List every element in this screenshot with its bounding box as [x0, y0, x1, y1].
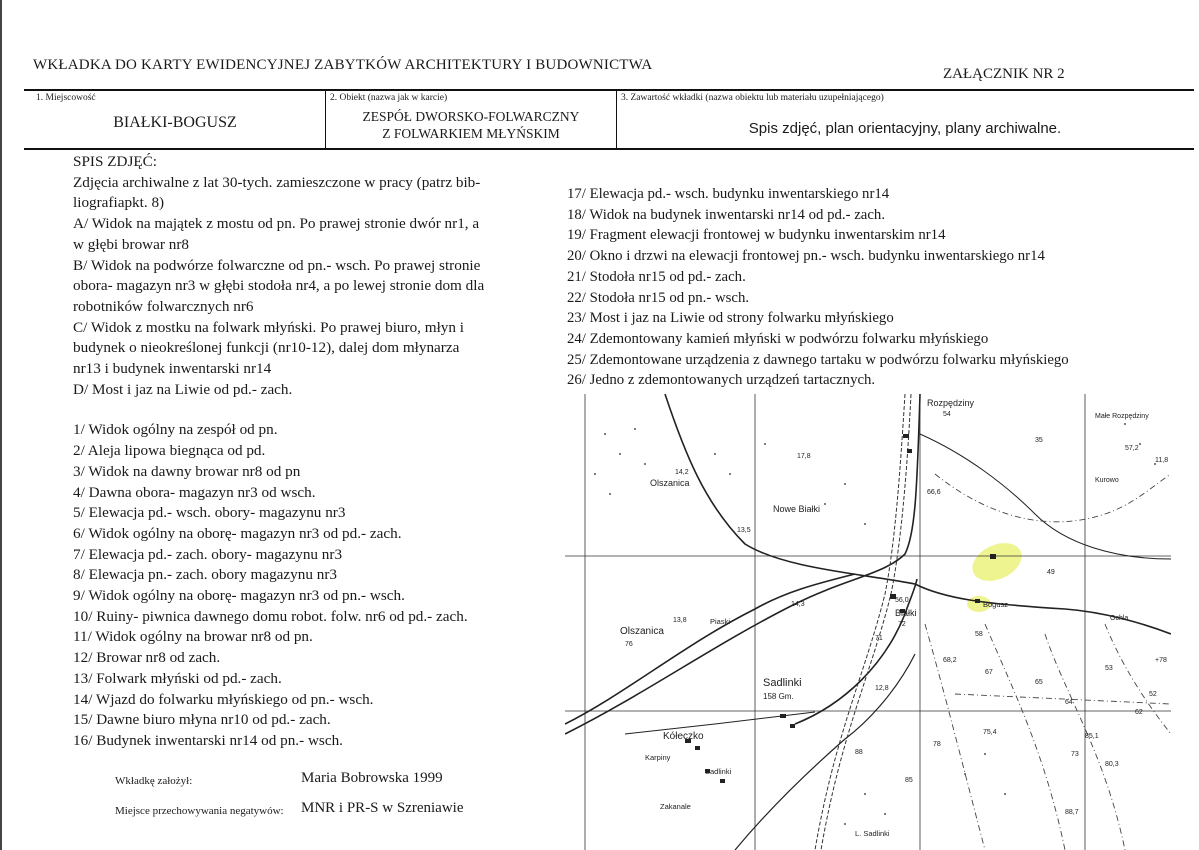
photo-item: 4/ Dawna obora- magazyn nr3 od wsch.	[73, 483, 316, 501]
photo-item: 22/ Stodoła nr15 od pn.- wsch.	[567, 289, 750, 306]
photo-item: 15/ Dawne biuro młyna nr10 od pd.- zach.	[73, 711, 331, 729]
left-column	[73, 152, 563, 752]
photo-item: 24/ Zdemontowany kamień młyński w podwórzu folwarku młyńskiego	[567, 330, 989, 347]
spot-height: 85	[905, 777, 913, 784]
map-boundaries	[925, 474, 1171, 850]
map-label-ochla: Ochla	[1110, 615, 1129, 622]
map-label-l-sadlinki: L. Sadlinki	[855, 829, 890, 838]
photo-item: 17/ Elewacja pd.- wsch. budynku inwentarskiego nr14	[567, 186, 890, 202]
spot-height: 72	[898, 621, 906, 628]
spot-height: 13,5	[737, 527, 751, 534]
spot-height: 88,7	[1065, 809, 1079, 816]
map-label-kurowo: Kurowo	[1095, 477, 1119, 484]
object-value	[326, 108, 616, 142]
map-buildings	[685, 434, 996, 783]
locality-label: 1. Miejscowość	[36, 93, 96, 103]
header-top-rule	[24, 89, 1194, 91]
intro-line: w głębi browar nr8	[73, 235, 189, 253]
photo-item: 13/ Folwark młyński od pd.- zach.	[73, 669, 282, 687]
storage-label: Miejsce przechowywania negatywów:	[115, 805, 284, 817]
photo-item: 3/ Widok na dawny browar nr8 od pn	[73, 462, 301, 480]
map-roads	[565, 394, 1171, 850]
locality-value: BIAŁKI-BOGUSZ	[113, 114, 237, 131]
spot-height: 85,1	[1085, 733, 1099, 740]
field-divider-2	[616, 90, 617, 148]
content-value: Spis zdjęć, plan orientacyjny, plany archiwalne.	[748, 120, 1062, 137]
map-label-rozpedziny: Rozpędziny	[927, 398, 975, 408]
intro-line: nr13 i budynek inwentarski nr14	[73, 360, 272, 378]
form-title: WKŁADKA DO KARTY EWIDENCYJNEJ ZABYTKÓW ARCHITEKTURY I BUDOWNICTWA	[33, 57, 653, 73]
author-value: Maria Bobrowska 1999	[301, 770, 443, 786]
map-label-male-rozpedziny: Małe Rozpędziny	[1095, 413, 1149, 420]
photo-item: 7/ Elewacja pd.- zach. obory- magazynu nr3	[73, 545, 343, 563]
photo-item: 8/ Elewacja pn.- zach. obory magazynu nr3	[73, 566, 337, 584]
spot-height: 68,2	[943, 657, 957, 664]
spot-height: 56,0	[895, 597, 909, 604]
photo-list-heading: SPIS ZDJĘĆ:	[73, 153, 157, 170]
spot-height: 35	[1035, 437, 1043, 444]
photo-item: 23/ Most i jaz na Liwie od strony folwarku młyńskiego	[567, 310, 894, 327]
photo-item: 6/ Widok ogólny na oborę- magazyn nr3 od pd.- zach.	[73, 524, 402, 542]
spot-height: 80,3	[1105, 761, 1119, 768]
intro-line: budynek o nieokreślonej funkcji (nr10-12), dalej dom młynarza	[73, 339, 460, 357]
object-value-line2: Z FOLWARKIEM MŁYŃSKIM	[382, 126, 560, 141]
spot-height: 17,8	[797, 453, 811, 460]
highlight-mill-farm	[966, 536, 1027, 589]
spot-height: 14,3	[791, 601, 805, 608]
spot-height: 12,8	[875, 685, 889, 692]
photo-item: 18/ Widok na budynek inwentarski nr14 od pd.- zach.	[567, 206, 886, 223]
spacer	[73, 400, 563, 420]
storage-value: MNR i PR-S w Szreniawie	[301, 800, 464, 816]
photo-item: 25/ Zdemontowane urządzenia z dawnego tartaku w podwórzu folwarku młyńskiego	[567, 351, 1069, 368]
spot-height: 57,2	[1125, 445, 1139, 452]
map-label-gm: 158 Gm.	[763, 692, 794, 701]
intro-line: robotników folwarcznych nr6	[73, 297, 254, 315]
spot-height: 64	[1065, 699, 1073, 706]
map-label-karpiny: Karpiny	[645, 753, 671, 762]
map-label-piaski: Piaski	[710, 617, 731, 626]
spot-height: 58	[975, 631, 983, 638]
photo-item: 2/ Aleja lipowa biegnąca od pd.	[73, 442, 266, 460]
object-value-line1: ZESPÓŁ DWORSKO-FOLWARCZNY	[362, 109, 580, 124]
photo-item: 14/ Wjazd do folwarku młyńskiego od pn.- wsch.	[73, 690, 374, 708]
intro-line: B/ Widok na podwórze folwarczne od pn.- wsch. Po prawej stronie	[73, 256, 481, 274]
photo-item: 16/ Budynek inwentarski nr14 od pn.- wsch.	[73, 731, 343, 749]
photo-item: 19/ Fragment elewacji frontowej w budynku inwentarskim nr14	[567, 227, 946, 244]
map-label-sadlinki: Sadlinki	[763, 677, 802, 689]
spot-height: 52	[1149, 691, 1157, 698]
spot-height: 75,4	[983, 729, 997, 736]
map-grid	[565, 394, 1171, 850]
map-label-sadlinki-small: Sadlinki	[705, 767, 732, 776]
spot-height: 71	[875, 635, 883, 642]
photo-item: 5/ Elewacja pd.- wsch. obory- magazynu nr3	[73, 504, 346, 522]
author-label: Wkładkę założył:	[115, 775, 193, 787]
spot-height: 11,8	[1155, 457, 1169, 464]
spot-height: 78	[933, 741, 941, 748]
spot-height: 67	[985, 669, 993, 676]
map-river	[815, 394, 911, 850]
photo-item: 9/ Widok ogólny na oborę- magazyn nr3 od pn.- wsch.	[73, 587, 405, 605]
map-label-zakanale: Zakanale	[660, 802, 691, 811]
spot-height: 76	[625, 641, 633, 648]
content-label: 3. Zawartość wkładki (nazwa obiektu lub materiału uzupełniającego)	[621, 93, 884, 103]
spot-height: 66,6	[927, 489, 941, 496]
map-label-bialki: Białki	[895, 608, 917, 618]
spot-height: 53	[1105, 665, 1113, 672]
photo-item: 1/ Widok ogólny na zespół od pn.	[73, 421, 278, 439]
photo-item: 11/ Widok ogólny na browar nr8 od pn.	[73, 628, 313, 646]
intro-line: obora- magazyn nr3 w głębi stodoła nr4, a po lewej stronie dom dla	[73, 277, 485, 295]
intro-line: liografiapkt. 8)	[73, 194, 165, 212]
photo-item: 10/ Ruiny- piwnica dawnego domu robot. folw. nr6 od pd.- zach.	[73, 607, 468, 625]
spot-height: 14,2	[675, 469, 689, 476]
right-column	[567, 184, 1187, 391]
map-label-olszanica-top: Olszanica	[650, 478, 690, 488]
spot-height: 73	[1071, 751, 1079, 758]
map-label-bogusz: Bogusz	[983, 600, 1009, 609]
photo-item: 12/ Browar nr8 od zach.	[73, 649, 221, 667]
intro-line: C/ Widok z mostku na folwark młyński. Po prawej biuro, młyn i	[73, 318, 464, 336]
orientation-map	[565, 394, 1171, 850]
photo-item: 20/ Okno i drzwi na elewacji frontowej pn.- wsch. budynku inwentarskiego nr14	[567, 248, 1045, 265]
photo-item: 21/ Stodoła nr15 od pd.- zach.	[567, 268, 746, 285]
map-label-olszanica: Olszanica	[620, 626, 664, 637]
photo-item: 26/ Jedno z zdemontowanych urządzeń tartacznych.	[567, 372, 876, 389]
map-label-koleczko: Kółeczko	[663, 731, 704, 742]
spot-height: 13,8	[673, 617, 687, 624]
intro-line: Zdjęcia archiwalne z lat 30-tych. zamieszczone w pracy (patrz bib-	[73, 173, 481, 191]
spot-height: 62	[1135, 709, 1143, 716]
spot-height: 54	[943, 411, 951, 418]
annex-number: ZAŁĄCZNIK NR 2	[943, 66, 1065, 82]
intro-line: A/ Widok na majątek z mostu od pn. Po prawej stronie dwór nr1, a	[73, 215, 480, 233]
spot-height: +78	[1155, 657, 1167, 664]
spot-height: 49	[1047, 569, 1055, 576]
intro-line: D/ Most i jaz na Liwie od pd.- zach.	[73, 380, 293, 398]
object-label: 2. Obiekt (nazwa jak w karcie)	[330, 93, 448, 103]
header-bottom-rule	[24, 148, 1194, 150]
map-label-nowe-bialki: Nowe Białki	[773, 504, 821, 514]
spot-height: 65	[1035, 679, 1043, 686]
spot-height: 88	[855, 749, 863, 756]
